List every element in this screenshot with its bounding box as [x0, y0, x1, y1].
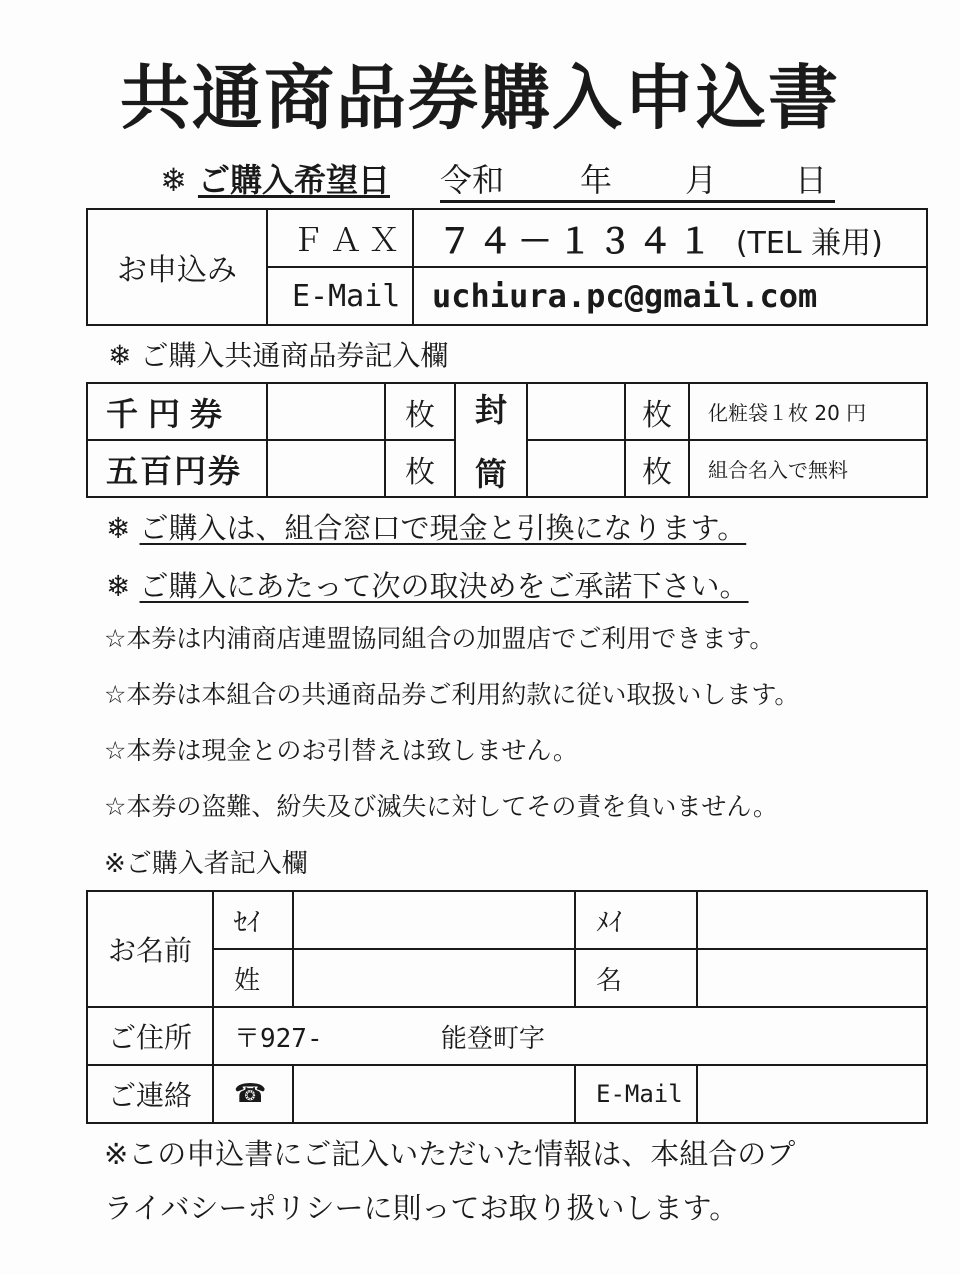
notice-text: ご購入にあたって次の取決めをご承諾下さい。: [139, 569, 749, 603]
sei-kana-label: ｾｲ: [213, 891, 293, 949]
date-underline: [440, 200, 835, 203]
address-input[interactable]: [213, 1007, 927, 1065]
rule-item: ☆本券は現金とのお引替えは致しません。: [104, 736, 578, 765]
email-label: E-Mail: [267, 267, 413, 325]
snowflake-icon: ❄: [106, 511, 131, 545]
application-label: お申込み: [87, 209, 267, 325]
mei-label: 名: [575, 949, 697, 1007]
day-field[interactable]: 日: [795, 161, 828, 199]
snowflake-icon: ❄: [160, 161, 187, 199]
five-hundred-yen-ticket-label: 五百円券: [87, 440, 267, 497]
snowflake-icon: ❄: [106, 569, 131, 603]
fax-number-value: ７４－１３４１: [438, 221, 718, 262]
rule-item: ☆本券は本組合の共通商品券ご利用約款に従い取扱いします。: [104, 680, 800, 709]
email-address[interactable]: uchiura.pc@gmail.com: [413, 267, 927, 325]
town-prefix: 能登町字: [440, 1023, 545, 1054]
phone-icon: ☎: [213, 1065, 293, 1123]
rule-item: ☆本券の盗難、紛失及び滅失に対してその責を負いません。: [104, 792, 778, 821]
fax-note: (TEL 兼用): [735, 225, 883, 261]
envelope-quantity-input-1[interactable]: [527, 383, 625, 440]
address-label: ご住所: [87, 1007, 213, 1065]
buyer-section-title: ※ご購入者記入欄: [104, 849, 308, 879]
rule-item: ☆本券は内浦商店連盟協同組合の加盟店でご利用できます。: [104, 624, 775, 653]
notice-cash-exchange: [106, 508, 746, 548]
envelope-label: [455, 383, 527, 497]
postal-code-prefix: 〒927-: [234, 1023, 323, 1054]
phone-input[interactable]: [293, 1065, 575, 1123]
ticket-table: [86, 382, 928, 498]
year-field[interactable]: 年: [580, 161, 613, 199]
contact-email-input[interactable]: [697, 1065, 927, 1123]
envelope-unit-2: 枚: [625, 440, 689, 497]
five-hundred-yen-unit: 枚: [385, 440, 455, 497]
fax-label: ＦＡＸ: [267, 209, 413, 267]
purchase-date-label: ご購入希望日: [197, 161, 390, 199]
envelope-note-free: 組合名入で無料: [689, 440, 927, 497]
era-label: 令和: [440, 161, 505, 199]
name-label: お名前: [87, 891, 213, 1007]
sei-label: 姓: [213, 949, 293, 1007]
mei-kana-input[interactable]: [697, 891, 927, 949]
privacy-note-line-2: ライバシーポリシーに則ってお取り扱いします。: [104, 1191, 739, 1225]
envelope-label-bottom: 筒: [474, 455, 507, 493]
envelope-label-top: 封: [474, 391, 507, 429]
buyer-table: [86, 890, 928, 1124]
sei-kana-input[interactable]: [293, 891, 575, 949]
notice-text: ご購入は、組合窓口で現金と引換になります。: [139, 511, 747, 545]
mei-input[interactable]: [697, 949, 927, 1007]
contact-email-label: E-Mail: [575, 1065, 697, 1123]
thousand-yen-ticket-label: 千円券: [87, 383, 267, 440]
notice-agreement: [106, 566, 749, 606]
month-field[interactable]: 月: [685, 161, 718, 199]
sei-input[interactable]: [293, 949, 575, 1007]
fax-number: [413, 209, 927, 267]
five-hundred-yen-quantity-input[interactable]: [267, 440, 385, 497]
contact-label: ご連絡: [87, 1065, 213, 1123]
thousand-yen-unit: 枚: [385, 383, 455, 440]
envelope-unit-1: 枚: [625, 383, 689, 440]
privacy-note-line-1: ※この申込書にご記入いただいた情報は、本組合のプ: [104, 1137, 796, 1171]
envelope-quantity-input-2[interactable]: [527, 440, 625, 497]
ticket-section-title: ❄ ご購入共通商品券記入欄: [108, 339, 449, 372]
envelope-note-price: 化粧袋１枚 20 円: [689, 383, 927, 440]
purchase-date-line: [160, 160, 828, 200]
thousand-yen-quantity-input[interactable]: [267, 383, 385, 440]
page-title: 共通商品券購入申込書: [120, 57, 840, 139]
application-table: [86, 208, 928, 326]
mei-kana-label: ﾒｲ: [575, 891, 697, 949]
